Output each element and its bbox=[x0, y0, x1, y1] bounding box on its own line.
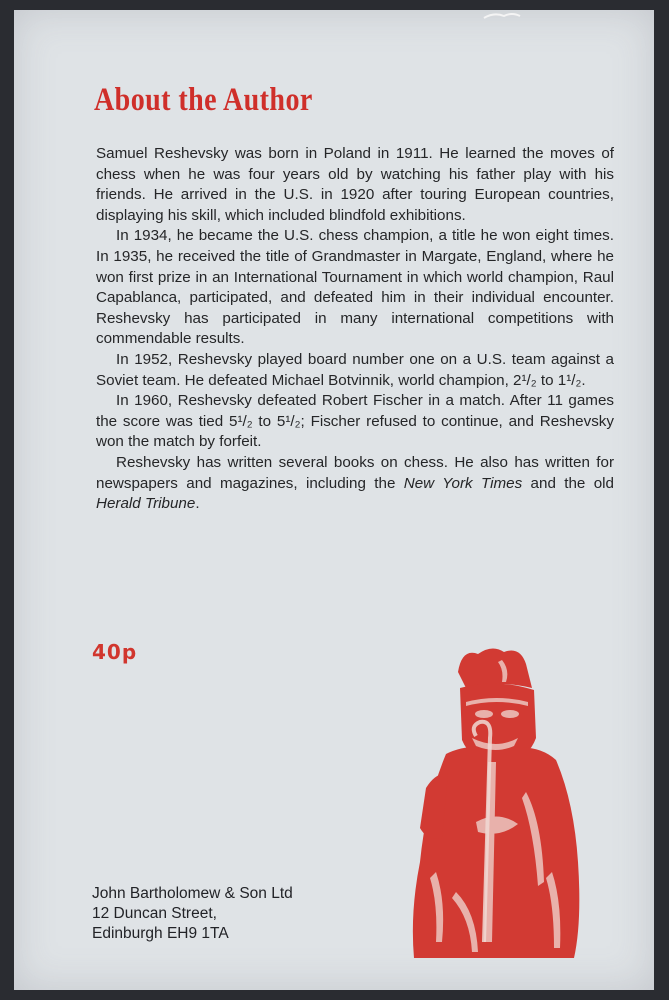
bio-paragraph bbox=[96, 453, 614, 515]
bio-text: Reshevsky has written several books on chess. He also has written for newspapers and magazines, including the bbox=[96, 453, 614, 492]
bio-paragraph: In 1952, Reshevsky played board number one on a U.S. team against a Soviet team. He defeated Michael Botvinnik, world champion, 2¹/₂ to 1¹/₂. bbox=[96, 350, 614, 389]
newspaper-title: New York Times bbox=[403, 474, 523, 492]
bio-paragraph: In 1934, he became the U.S. chess champion, a title he won eight times. In 1935, he received the title of Grandmaster in Margate, England, where he won first prize in an International Tournament in which world champion, Raul Capablanca, participated, and defeated him in their individual encounter. Reshevsky has participated in many international competitions with commendable results. bbox=[96, 227, 614, 348]
publisher-name: John Bartholomew & Son Ltd bbox=[92, 885, 293, 902]
publisher-city: Edinburgh EH9 1TA bbox=[92, 925, 229, 942]
bio-paragraph: Samuel Reshevsky was born in Poland in 1911. He learned the moves of chess when he was four years old by watching his father play with his friends. He arrived in the U.S. in 1920 after touring European countries, displaying his skill, which included blindfold exhibitions. bbox=[96, 145, 614, 224]
author-biography bbox=[96, 144, 614, 515]
page-title: About the Author bbox=[94, 82, 313, 118]
publisher-address bbox=[92, 884, 293, 944]
publisher-street: 12 Duncan Street, bbox=[92, 905, 217, 922]
book-back-cover bbox=[14, 10, 654, 990]
newspaper-title: Herald Tribune bbox=[96, 495, 196, 513]
bio-paragraph: In 1960, Reshevsky defeated Robert Fischer in a match. After 11 games the score was tied 5¹/₂ to 5¹/₂; Fischer refused to continue, and Reshevsky won the match by forfeit. bbox=[96, 392, 614, 451]
bio-text: . bbox=[195, 495, 200, 513]
bio-text: and the old bbox=[522, 474, 614, 492]
cover-wear-mark bbox=[482, 10, 522, 22]
lewis-chessman-bishop-icon bbox=[406, 642, 582, 960]
price-label: 40p bbox=[92, 640, 138, 664]
